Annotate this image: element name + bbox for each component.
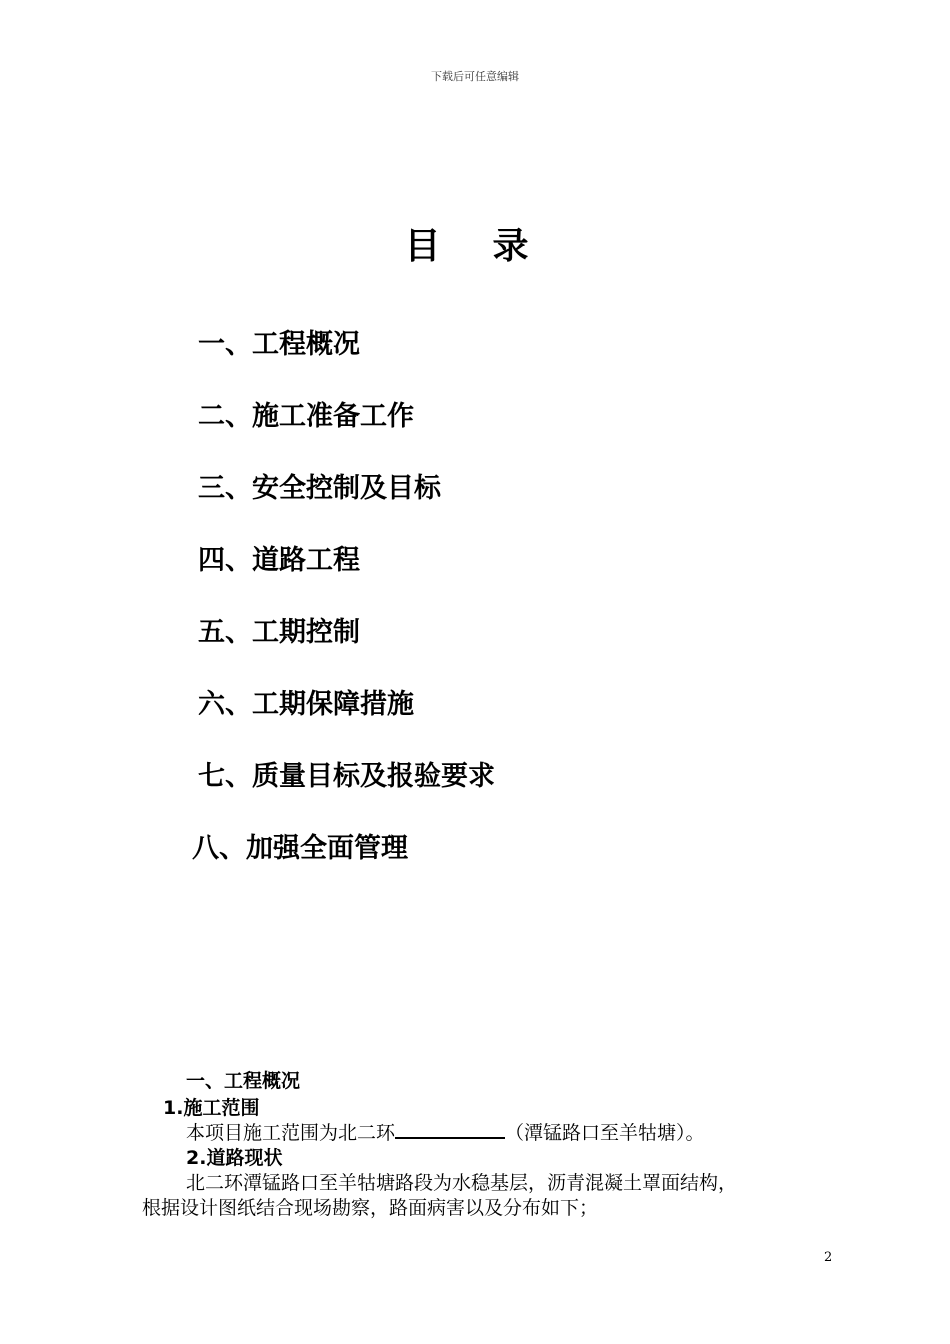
scope-paragraph [186,1118,705,1145]
toc-item-1: 一、工程概况 [198,329,360,360]
section-heading: 一、工程概况 [186,1070,301,1092]
blank-underline [395,1120,505,1139]
road-status-line-2: 根据设计图纸结合现场勘察，路面病害以及分布如下； [142,1197,599,1219]
toc-item-6: 六、工期保障措施 [198,689,414,720]
scope-text-after: （潭锰路口至羊牯塘）。 [505,1122,705,1144]
page-number: 2 [824,1250,833,1265]
subsection-heading-road-status: 2.道路现状 [186,1147,283,1169]
toc-title: 目录 [404,226,581,267]
toc-item-5: 五、工期控制 [198,617,360,648]
toc-item-7: 七、质量目标及报验要求 [198,761,495,792]
toc-item-4: 四、道路工程 [198,545,360,576]
scope-text-before: 本项目施工范围为北二环 [186,1122,396,1144]
header-note: 下载后可任意编辑 [431,70,519,83]
toc-item-2: 二、施工准备工作 [198,401,414,432]
toc-item-8: 八、加强全面管理 [192,833,408,864]
road-status-line-1: 北二环潭锰路口至羊牯塘路段为水稳基层，沥青混凝土罩面结构， [186,1172,738,1194]
toc-item-3: 三、安全控制及目标 [198,473,441,504]
subsection-heading-scope: 1.施工范围 [163,1097,260,1119]
